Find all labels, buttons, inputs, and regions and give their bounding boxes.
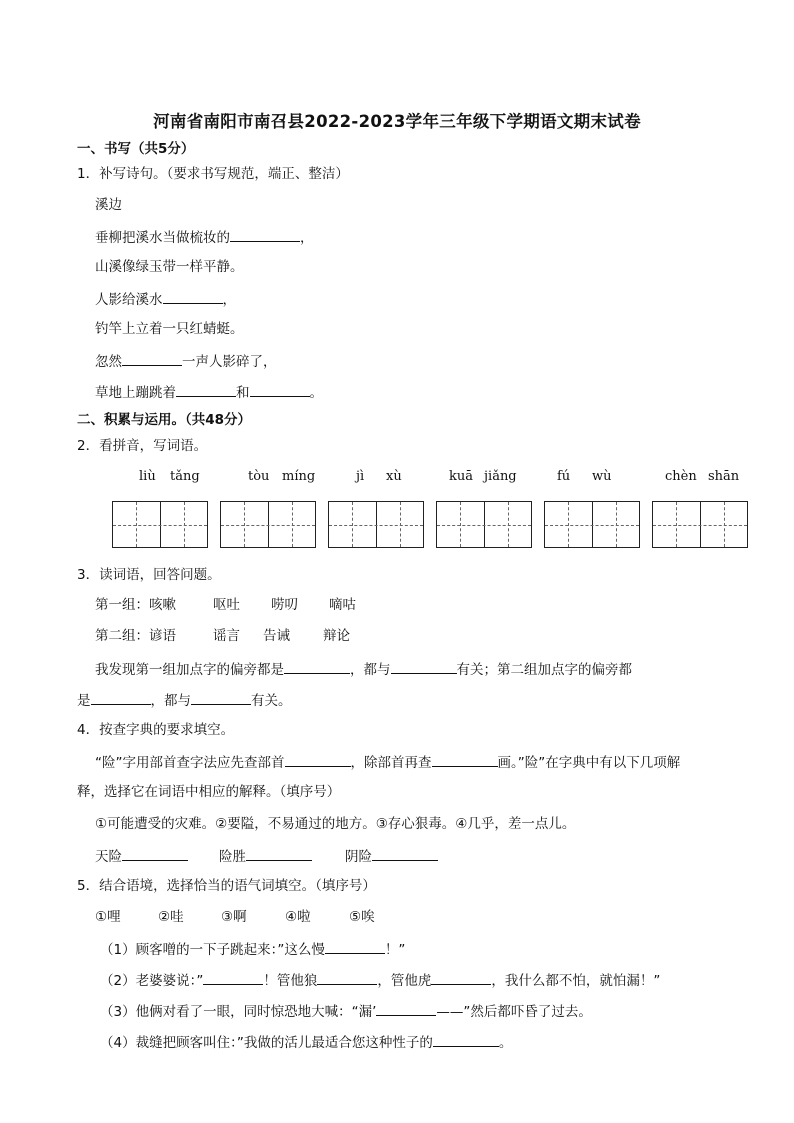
q5-sentence-3 — [100, 1001, 592, 1021]
q5-sentence-4 — [100, 1032, 512, 1052]
answer-blank[interactable] — [431, 970, 491, 985]
answer-blank[interactable] — [122, 846, 188, 861]
text: “险”字用部首查字法应先查部首 — [95, 755, 285, 771]
text: 有关。 — [251, 693, 292, 709]
poem-text: 。 — [309, 385, 323, 401]
pinyin-label: fú — [557, 469, 571, 484]
word-group-2 — [95, 627, 350, 645]
section-heading-accumulation: 二、积累与运用。（共48分） — [77, 412, 252, 428]
writing-grid[interactable] — [112, 501, 208, 548]
word: 谣言 — [213, 628, 240, 644]
answer-blank[interactable] — [284, 659, 350, 674]
pinyin-label: wù — [592, 469, 612, 484]
answer-blank[interactable] — [191, 690, 251, 705]
option: ②哇 — [158, 909, 184, 925]
text: ，管他虎 — [377, 973, 432, 989]
writing-grid[interactable] — [436, 501, 532, 548]
poem-text: 人影给溪水 — [95, 292, 163, 308]
section-heading-writing: 一、书写（共5分） — [77, 141, 195, 157]
poem-line: 溪边 — [95, 197, 122, 213]
option: ⑤唉 — [349, 909, 375, 925]
answer-blank[interactable] — [176, 382, 236, 397]
text: ！管他狼 — [263, 973, 318, 989]
text: ，除部首再查 — [350, 755, 432, 771]
text: 有关；第二组加点字的偏旁都 — [456, 662, 632, 678]
pinyin-label: xù — [386, 469, 402, 484]
group-label: 第一组： — [95, 597, 149, 613]
answer-blank[interactable] — [317, 970, 377, 985]
q5-sentence-2 — [100, 970, 660, 990]
q3-sentence — [95, 659, 632, 679]
poem-text: ， — [222, 292, 236, 308]
poem-line — [95, 289, 236, 309]
q4-paragraph-cont: 释，选择它在词语中相应的解释。（填序号） — [77, 784, 341, 800]
text: 。 — [498, 1035, 513, 1051]
pinyin-label: tǎng — [170, 469, 200, 484]
word: 辩论 — [323, 628, 350, 644]
answer-blank[interactable] — [433, 1032, 499, 1047]
poem-text: 一声人影碎了， — [182, 354, 277, 370]
word: 阴险 — [345, 849, 372, 865]
option: ④啦 — [285, 909, 311, 925]
pinyin-label: liù — [139, 469, 156, 484]
q5-sentence-1 — [100, 939, 405, 959]
writing-grid[interactable] — [544, 501, 640, 548]
question-2-prompt: 2．看拼音，写词语。 — [77, 438, 208, 454]
text: 是 — [77, 693, 91, 709]
word: 嘀咕 — [329, 597, 356, 613]
text: （2）老婆婆说：” — [100, 973, 204, 989]
option: ①哩 — [95, 909, 121, 925]
text: 画。”险”在字典中有以下几项解 — [497, 755, 681, 771]
poem-line — [95, 351, 277, 371]
pinyin-label: míng — [282, 469, 316, 484]
answer-blank[interactable] — [372, 846, 438, 861]
word: 咳嗽 — [149, 597, 176, 613]
word: 谚语 — [149, 628, 176, 644]
q4-options: ①可能遭受的灾难。②要隘，不易通过的地方。③存心狠毒。④几乎，差一点儿。 — [95, 816, 576, 832]
poem-text: 草地上蹦跳着 — [95, 385, 176, 401]
answer-blank[interactable] — [432, 752, 498, 767]
answer-blank[interactable] — [325, 939, 385, 954]
answer-blank[interactable] — [285, 752, 351, 767]
poem-text: ， — [300, 230, 314, 246]
pinyin-label: tòu — [248, 469, 270, 484]
poem-line: 钓竿上立着一只红蜻蜓。 — [95, 321, 244, 337]
answer-blank[interactable] — [376, 1001, 436, 1016]
text: （3）他俩对看了一眼，同时惊恐地大喊：“漏’ — [100, 1004, 377, 1020]
question-4-prompt: 4．按查字典的要求填空。 — [77, 722, 235, 738]
poem-text: 垂柳把溪水当做梳妆的 — [95, 230, 230, 246]
question-3-prompt: 3．读词语，回答问题。 — [77, 567, 221, 583]
answer-blank[interactable] — [250, 382, 310, 397]
text: （1）顾客噌的一下子跳起来：”这么慢 — [100, 942, 325, 958]
group-label: 第二组： — [95, 628, 149, 644]
text: ，我什么都不怕，就怕漏！” — [491, 973, 661, 989]
word-group-1 — [95, 596, 356, 614]
answer-blank[interactable] — [122, 351, 182, 366]
question-5-prompt: 5．结合语境，选择恰当的语气词填空。（填序号） — [77, 878, 376, 894]
text: ，都与 — [350, 662, 391, 678]
word: 天险 — [95, 849, 122, 865]
poem-text: 忽然 — [95, 354, 122, 370]
answer-blank[interactable] — [391, 659, 457, 674]
answer-blank[interactable] — [203, 970, 263, 985]
word: 告诫 — [263, 628, 290, 644]
q5-options — [95, 908, 375, 926]
pinyin-label: jiǎng — [484, 469, 517, 484]
answer-blank[interactable] — [91, 690, 151, 705]
poem-line — [95, 227, 314, 247]
pinyin-label: chèn — [665, 469, 697, 484]
text: 我发现第一组加点字的偏旁都是 — [95, 662, 284, 678]
option: ③啊 — [221, 909, 247, 925]
word: 呕吐 — [213, 597, 240, 613]
word: 险胜 — [219, 849, 246, 865]
text: ，都与 — [150, 693, 191, 709]
question-1-prompt: 1．补写诗句。（要求书写规范，端正、整洁） — [77, 166, 349, 182]
text: ——”然后都吓昏了过去。 — [436, 1004, 592, 1020]
answer-blank[interactable] — [246, 846, 312, 861]
writing-grid[interactable] — [328, 501, 424, 548]
q4-words — [95, 846, 372, 866]
answer-blank[interactable] — [230, 227, 300, 242]
writing-grid[interactable] — [220, 501, 316, 548]
pinyin-label: jì — [356, 469, 365, 484]
word: 唠叨 — [271, 597, 298, 613]
text: （4）裁缝把顾客叫住：”我做的活儿最适合您这种性子的 — [100, 1035, 433, 1051]
text: ！” — [384, 942, 406, 958]
poem-line — [95, 382, 323, 402]
page-title: 河南省南阳市南召县2022-2023学年三年级下学期语文期末试卷 — [153, 112, 641, 131]
answer-blank[interactable] — [163, 289, 223, 304]
poem-text: 和 — [236, 385, 250, 401]
pinyin-label: shān — [708, 469, 740, 484]
pinyin-label: kuā — [449, 469, 474, 484]
poem-line: 山溪像绿玉带一样平静。 — [95, 259, 244, 275]
writing-grid[interactable] — [652, 501, 748, 548]
q4-paragraph — [95, 752, 680, 772]
q3-sentence-cont — [77, 690, 292, 710]
